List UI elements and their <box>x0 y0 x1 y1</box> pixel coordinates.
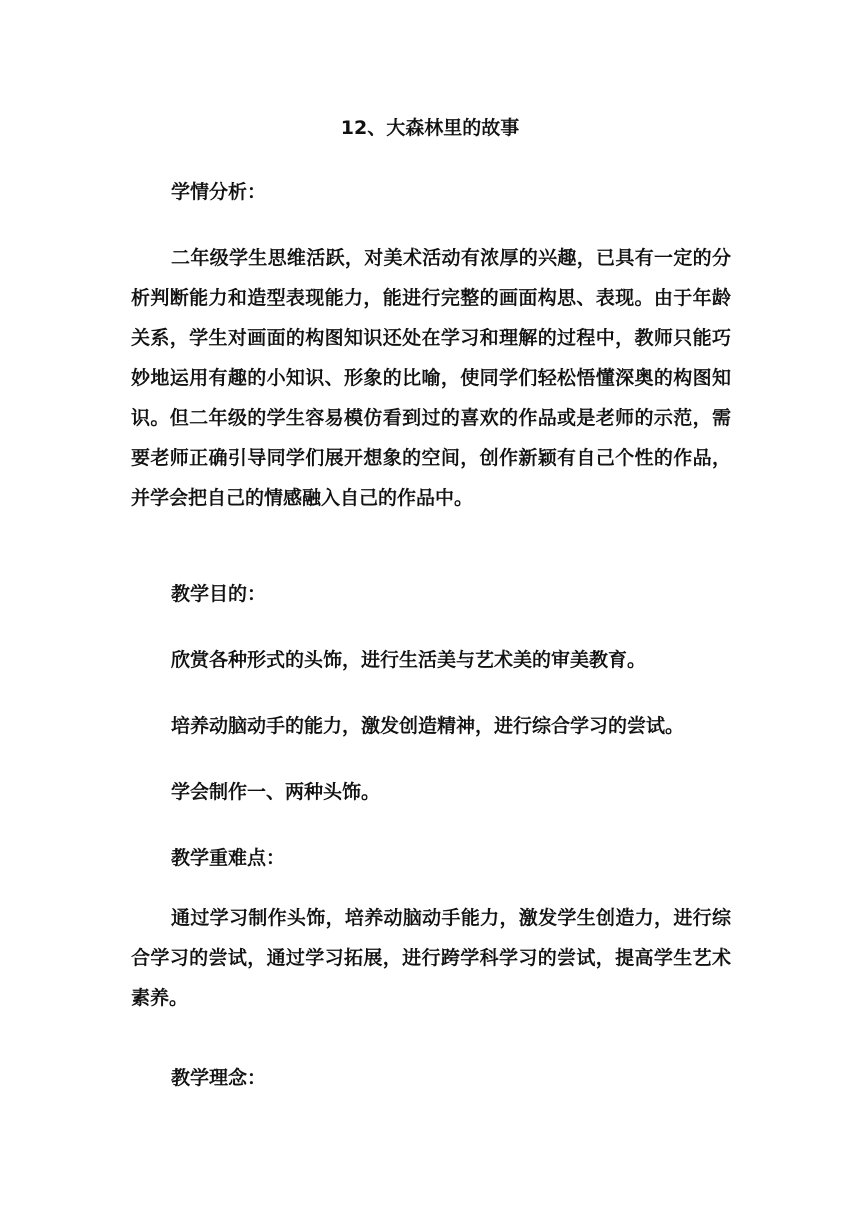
goal-item-1: 欣赏各种形式的头饰，进行生活美与艺术美的审美教育。 <box>171 649 647 671</box>
goal-item-2: 培养动脑动手的能力，激发创造精神，进行综合学习的尝试。 <box>171 715 685 737</box>
concept-heading: 教学理念： <box>171 1067 267 1089</box>
analysis-heading: 学情分析： <box>171 181 267 203</box>
key-points-heading: 教学重难点： <box>171 847 286 869</box>
analysis-paragraph: 二年级学生思维活跃，对美术活动有浓厚的兴趣，已具有一定的分析判断能力和造型表现能力，能进行完整的画面构思、表现。由于年龄关系，学生对画面的构图知识还处在学习和理解的过程中，教师只能巧妙地运用有趣的小知识、形象的比喻，使同学们轻松悟懂深奥的构图知识。但二年级的学生容易模仿看到过的喜欢的作品或是老师的示范，需要老师正确引导同学们展开想象的空间，创作新颖有自己个性的作品，并学会把自己的情感融入自己的作品中。 <box>131 247 731 509</box>
goals-heading: 教学目的： <box>171 583 267 605</box>
document-title: 12、大森林里的故事 <box>340 117 520 139</box>
goal-item-3: 学会制作一、两种头饰。 <box>171 781 381 803</box>
key-points-paragraph: 通过学习制作头饰，培养动脑动手能力，激发学生创造力，进行综合学习的尝试，通过学习拓展，进行跨学科学习的尝试，提高学生艺术素养。 <box>131 907 731 1009</box>
